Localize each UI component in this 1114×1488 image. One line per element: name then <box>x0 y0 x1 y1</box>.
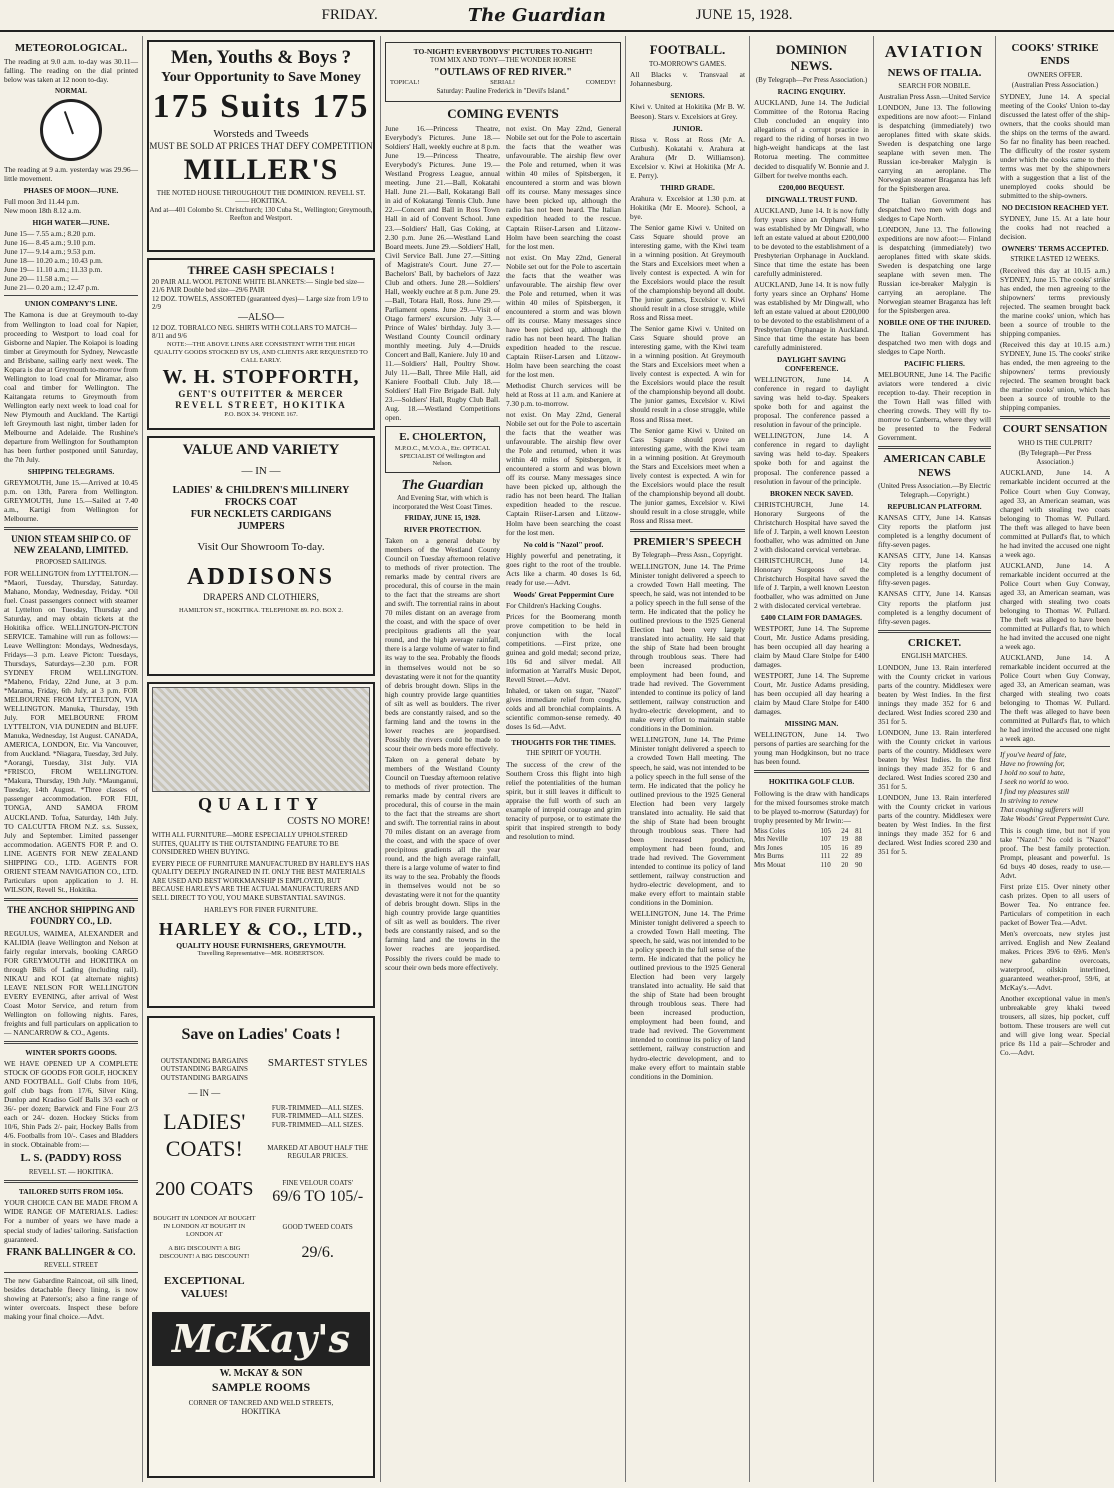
winter-text: WE HAVE OPENED UP A COMPLETE STOCK OF GOODS FOR GOLF, HOCKEY AND FOOTBALL. Golf Clubs from 10/6, golf club bags from 17/6, Silver King, Dunlop and Kradiso Golf Balls 3/3 each or 36/- per dozen; Barwick and Fine Four 2/3 each or 24/- dozen. Hockey Sticks from 10/6, Shin Pads 2/- pair, Hockey Balls from 4/6. Footballs from 10/-. Cases and Bladders in stock. Obtainable from:— <box>4 1059 138 1150</box>
ad5-bargains: OUTSTANDING BARGAINS <box>160 1065 248 1074</box>
cable-sub: (United Press Association.—By Electric Telegraph.—Copyright.) <box>878 482 991 499</box>
cholerton-text: M.P.O.C., M.V.O.A., Etc. OPTICAL SPECIALIST Of Wellington and Nelson. <box>394 444 491 468</box>
moon-title: PHASES OF MOON—JUNE. <box>23 186 119 196</box>
hw-line: June 18— 10.20 a.m.; 10.43 p.m. <box>4 256 103 266</box>
guardian-date: FRIDAY, JUNE 15, 1928. <box>404 513 481 522</box>
court-title: COURT SENSATION <box>1002 423 1108 436</box>
nobile-text: LONDON, June 13. The following expeditions are now afoot:— Finland is despatching (immediately) two aeroplanes fitted with skate skids. Sweden is despatching one large seaplane with seven men. The Russian ice-breaker Malygin is carrying an aeroplane. The Norwegian steamer Braganza has left for the Spitsbergen area. <box>878 103 991 194</box>
table-row: Mrs Neville 107 19 88 <box>754 835 863 844</box>
ad5-right <box>265 1057 370 1302</box>
ad5-discount: A BIG DISCOUNT! A BIG DISCOUNT! A BIG DISCOUNT! <box>159 1244 250 1260</box>
masthead-title: The Guardian <box>467 4 606 26</box>
ad2-line3: 12 DOZ. TOBRALCO NEG. SHIRTS WITH COLLARS TO MATCH— 8/11 and 9/6 <box>152 323 358 341</box>
owners-text: (Received this day at 10.15 a.m.) SYDNEY, June 15. The cooks' strike has ended, the men agreeing to the shipowners' terms previously rejected. The seamen brought back the marine cooks' union, which has been a source of trouble to the shipping companies. <box>1000 265 1110 339</box>
woods-head: Woods' Great Peppermint Cure <box>513 589 614 599</box>
pacific-text: MELBOURNE, June 14. The Pacific aviators were tendered a civic reception to-day. Their reception in the Town Hall was filled with cheering crowds. They will fly to-morrow to Canberra, where they will be presented to the Federal Government. <box>878 370 991 443</box>
court-text: AUCKLAND, June 14. A remarkable incident occurred at the Police Court when Guy Conway, aged 33, an American seaman, was charged with stealing two coats belonging to Thomas W. Pullard. The theft was alleged to have been committed at Pullard's flat, to which he had invited the accused one night a week ago. <box>1000 560 1110 652</box>
broken-text: CHRISTCHURCH, June 14. Honorary Surgeons of the Christchurch Hospital have saved the life of J. Tarpin, a well known Leeston footballer, who was admitted on June 2 with dislocated cervical vertebrae. <box>754 555 869 610</box>
ad5-200: 200 COATS <box>155 1177 254 1200</box>
column-meteorological <box>0 36 143 1482</box>
ad5-fur3: FUR-TRIMMED—ALL SIZES. <box>271 1120 364 1129</box>
ad5-sample: SAMPLE ROOMS <box>211 1380 311 1395</box>
ad5-left <box>152 1057 257 1302</box>
junior-title: JUNIOR. <box>672 123 703 133</box>
claim-text: WESTPORT, June 14. The Supreme Court, Mr. Justice Adams presiding, has been occupied all day hearing a claim by Maud Clare Stolpe for £400 damages. <box>754 671 869 717</box>
ross-name: L. S. (PADDY) ROSS <box>20 1152 122 1165</box>
ad1-name: MILLER'S <box>183 153 339 187</box>
ad3-line5: Visit Our Showroom To-day. <box>197 541 325 554</box>
nasal-head: No cold is "Nazol" proof. <box>523 539 604 549</box>
ballinger-addr: REVELL STREET <box>44 1260 98 1269</box>
football-intro: All Blacks v. Transvaal at Johannesburg. <box>630 70 745 89</box>
column-advertisements <box>143 36 381 1482</box>
ad1-line3: THE NOTED HOUSE THROUGHOUT THE DOMINION. REVELL ST. —— HOKITIKA. <box>156 188 366 206</box>
ad4-rep: Travelling Representative—MR. ROBERTSON. <box>197 950 325 958</box>
usc-text: FOR WELLINGTON from LYTTELTON.— *Maori, Tuesday, Thursday, Saturday. Mahano, Monday, Wednesday, Friday. *Oil fuel. Coast passengers connect with steamer at Lyttelton on Tuesday, Thursday and Saturday, and may obtain tickets at the Hokitika office. WELLINGTON-PICTON SERVICE. Tamahine will run as follows:— Leave Wellington: Mondays, Wednesdays, Fridays—3 p.m. Leave Picton: Tuesdays, Thursdays, Saturdays—2.30 p.m. FOR SYDNEY FROM WELLINGTON. *Maheno, Friday, 22nd June, at 3 p.m. *Marama, Friday, 6th July, at 3 p.m. FOR MELBOURNE FROM LYTTELTON, VIA WELLINGTON. Manuka, Thursday, 19th July. FOR MELBOURNE FROM LYTTELTON, VIA DUNEDIN and BLUFF. Manuka, Wednesday, 1st August. CANADA, AMERICA, LONDON, Etc. Via Vancouver, from Auckland. *Niagara, Tuesday, 3rd July. *Aorangi, Tuesday, 31st July. VIA *FRISCO, FROM WELLINGTON. *Makura, Thursday, 19th July. *Maunganui, Tuesday, 14th August. *Three classes of passenger accommodation. FOR FIJI, TONGA, AND SAMOA FROM AUCKLAND. Tofua, Saturday, 14th July. TO CALCUTTA FROM N.Z. s.s. Sussex, July and September. Limited passenger accommodation. AGENTS FOR P. and O. LINE. AGENTS FOR NEW ZEALAND SHIPPING CO., LTD. AGENTS FOR ORIENT STEAM NAVIGATION CO., LTD. Particulars upon application to J. H. WILSON, Revell St., Hokitika. <box>4 568 138 894</box>
nasal-text: Highly powerful and penetrating, it goes right to the root of the trouble. Acts like a charm. 40 doses 1s 6d, ready for use.—Advt. <box>506 550 621 587</box>
third-title: THIRD GRADE. <box>660 182 715 192</box>
racing-text: AUCKLAND, June 14. The Judicial Committee of the Rotorua Racing Club concluded an enquiry into allegations of a corrupt practice in regard to the riding of horses in two high-weight handicaps at the last Rotorua meeting. The committee decided to disqualify W. Bonnie and J. Gilbert for twelve months each. <box>754 98 869 180</box>
cricket-text: LONDON, June 13. Rain interfered with the County cricket in various parts of the country. Middlesex were beaten by West Indies. In the first innings they made 352 for 6 and declared. West Indies scored 230 and 351 for 5. <box>878 727 991 791</box>
ad5-smartest: SMARTEST STYLES <box>267 1056 368 1069</box>
poem-line: Have no frowning for, <box>1000 759 1065 769</box>
broken-text: CHRISTCHURCH, June 14. Honorary Surgeons of the Christchurch Hospital have saved the life of J. Tarpin, a well known Leeston footballer, who was admitted on June 2 with dislocated cervical vertebrae. <box>754 499 869 554</box>
comedy-label: COMEDY! <box>585 78 616 86</box>
owners-title: OWNERS' TERMS ACCEPTED. <box>1001 244 1109 254</box>
daylight-text: WELLINGTON, June 14. A conference in regard to daylight saving was held to-day. Speakers spoke both for and against the proposal. The conference passed a resolution in favour of the principle. <box>754 375 869 430</box>
cinema-text: not exist. On May 22nd, General Nobile set out for the Pole to ascertain the facts that the weather was unfavourable. The airship flew over the Pole and returned, when it was within 40 miles of Spitsbergen, it encountered a storm and was blown off its course. Many messages since have been picked up, although the radio has not been heard. The Italian expedition headed to the rescue. Captain Riiser-Larsen and Lützow-Holm have been searching the coast for the lost men. <box>506 252 621 380</box>
ad3-line3: FUR NECKLETS CARDIGANS <box>190 509 332 521</box>
golf-text: Following is the draw with handicaps for the mixed foursomes stroke match to be played to-morrow (Saturday) for trophy presented by Mr Irwin:— <box>754 788 869 825</box>
serial-label: SERIAL! <box>490 78 516 86</box>
republican-text: KANSAS CITY, June 14. Kansas City reports the platform just completed is a lengthy document of fifty-seven pages. <box>878 551 991 588</box>
guardian-sub: And Evening Star, with which is incorporated the West Coast Times. <box>392 494 493 511</box>
no-decision-text: SYDNEY, June 15. At a late hour the cooks had not reached a decision. <box>1000 214 1110 242</box>
prices-text: Prices for the Boomerang month prove competition to be held in conjunction with the local competitions. —First prize, one guinea and gold medal; second prize, 10s 6d and silver medal. All information at Yarrall's Music Depot, Revell Street.—Advt. <box>506 611 621 685</box>
ad3-trade: DRAPERS AND CLOTHIERS, <box>203 592 319 603</box>
river-text: Taken on a general debate by members of the Westland County Council on Tuesday afternoon relative to methods of river protection. The remarks made by central rivers are procedural, this of course in the main to the fact that the streams are short and swift. The torrential rains in about 70 miles distant on an average from the coast, and with the space of over precipitous gradients all the year round, and the high average rainfall, there is a large volume of water to find its way to the sea. Probably the floods in themselves would not be so devastating were it not for the quantity of debris brought down. Slips in the high country provide large quantities of silt as well as boulders. The river beds are constantly raised, and so the farming land and the towns in the lower reaches are jeopardised. Possibly the rivers could be made to scour their own beds more effectively. <box>385 536 500 753</box>
mckay-ad <box>147 1016 375 1478</box>
aviation-title: AVIATION <box>884 42 985 61</box>
ad4-trade: QUALITY HOUSE FURNISHERS, GREYMOUTH. <box>176 940 346 950</box>
winter-title: WINTER SPORTS GOODS. <box>25 1048 117 1058</box>
ad5-wm: W. McKAY & SON <box>219 1367 303 1379</box>
racing-title: RACING ENQUIRY. <box>777 87 846 97</box>
dingwall-text: AUCKLAND, June 14. It is now fully forty years since an Orphans' Home was established by Mr Dingwall, who left an estate valued at about £200,000 to be devoted to the establishment of a Presbyterian Orphanage in Auckland. Since that time the estate has been carefully administered. <box>754 279 869 353</box>
poem-line: Take Woods' Great Peppermint Cure. <box>1000 813 1110 823</box>
thoughts-title: THOUGHTS FOR THE TIMES. <box>511 738 616 748</box>
ad4-name: HARLEY & CO., LTD., <box>158 918 364 939</box>
owners-text: (Received this day at 10.15 a.m.) SYDNEY, June 15. The cooks' strike has ended, the men agreeing to the shipowners' terms previously rejected. The seamen brought back the marine cooks' union, which has been a source of trouble to the shipping companies. <box>1000 340 1110 413</box>
cinema-text: not exist. On May 22nd, General Nobile set out for the Pole to ascertain the facts that the weather was unfavourable. The airship flew over the Pole and returned, when it was within 40 miles of Spitsbergen, it encountered a storm and was blown off its course. Many messages since have been picked up, although the radio has not been heard. The Italian expedition headed to the rescue. Captain Riiser-Larsen and Lützow-Holm have been searching the coast for the lost men. <box>506 124 621 251</box>
table-row: Mrs Mouat 110 20 90 <box>754 860 863 869</box>
ad3-line1: LADIES' & CHILDREN'S MILLINERY <box>172 484 350 496</box>
republican-text: KANSAS CITY, June 14. Kansas City reports the platform just completed is a lengthy document of fifty-seven pages. <box>878 513 991 550</box>
barometer-dial-icon <box>40 99 102 161</box>
football-text: The Senior game Kiwi v. United on Cass Square should prove an interesting game, with the Kiwi team in a winning position. At Greymouth the Stars and Excelsiors meet when a lively contest is expected. A win for the Excelsiors would place the result of the championship beyond all doubt. The junior games, Excelsior v. Kiwi should result in a close struggle, while Ross and Rissa meet. <box>630 222 745 323</box>
hw-line: June 16— 8.45 a.m.; 9.10 p.m. <box>4 238 96 248</box>
claim-text: WESTPORT, June 14. The Supreme Court, Mr. Justice Adams presiding, has been occupied all day hearing a claim by Maud Clare Stolpe for £400 damages. <box>754 624 869 670</box>
ad1-line1: Worsteds and Tweeds <box>213 127 309 140</box>
dingwall-title: DINGWALL TRUST FUND. <box>765 194 858 204</box>
guardian-title: The Guardian <box>401 478 484 494</box>
moon-line-2: New moon 18th 8.12 a.m. <box>4 206 81 216</box>
column-events-and-editorial <box>381 36 626 1482</box>
pictures-sat: Saturday: Pauline Frederick in "Devil's Island." <box>436 86 570 95</box>
ad5-bought: BOUGHT IN LONDON AT BOUGHT IN LONDON AT BOUGHT IN LONDON AT <box>153 1215 256 1238</box>
ad2-also: —ALSO— <box>237 311 285 323</box>
moon-line-1: Full moon 3rd 11.44 p.m. <box>4 197 80 207</box>
premier-sub: By Telegraph—Press Assn., Copyright. <box>632 551 743 560</box>
cricket-text: LONDON, June 13. Rain interfered with the County cricket in various parts of the country. Middlesex were beaten by West Indies. In the first innings they made 352 for 6 and declared. West Indies scored 230 and 351 for 5. <box>878 662 991 726</box>
column-dominion-news <box>750 36 874 1482</box>
ad5-in: — IN — <box>188 1088 221 1099</box>
paris-text: The Italian Government has despatched two men with dogs and sledges to Cape North. <box>878 328 991 357</box>
third-text: Arahura v. Excelsior at 1.30 p.m. at Hokitika (Mr E. Moore). School, a bye. <box>630 193 745 221</box>
poem-line: I seek no world to woo. <box>1000 777 1069 787</box>
football-text: The Senior game Kiwi v. United on Cass Square should prove an interesting game, with the Kiwi team in a winning position. At Greymouth the Stars and Excelsiors meet when a lively contest is expected. A win for the Excelsiors would place the result of the championship beyond all doubt. The junior games, Excelsior v. Kiwi should result in a close struggle, while Ross and Rissa meet. <box>630 324 745 424</box>
ad4-text2: EVERY PIECE OF FURNITURE MANUFACTURED BY HARLEY'S HAS QUALITY DEEPLY INGRAINED IN IT. ONLY THE BEST MATERIALS ARE USED AND BEST WORKMANSHIP IS EMPLOYED, BUT BECAUSE HARLEY'S ARE THE ACTUAL MANUFACTURERS AND SELL DIRECT TO YOU, YOU MAKE SUBSTANTIAL SAVINGS. <box>152 859 370 902</box>
poem <box>1000 750 1110 822</box>
republican-text: KANSAS CITY, June 14. Kansas City reports the platform just completed is a lengthy document of fifty-seven pages. <box>878 589 991 626</box>
harley-ad <box>147 682 375 1008</box>
table-row: Mrs Jones 105 16 89 <box>754 843 863 852</box>
premier-text: WELLINGTON, June 14. The Prime Minister tonight delivered a speech to a crowded Town Hall meeting. The speech, he said, was not intended to be a policy speech in the full sense of the term. He indicated that the policy he outlined previous to the 1925 General Election had been very largely translated into actuality. He said that the ship of State had been brought through troublous seas. There had been increased production, employment had been found, and trade had revived. The Government intended to continue its policy of land settlement, railway construction and hydro-electric development, and to make every effort to maintain stable conditions in the Dominion. <box>630 561 745 734</box>
seniors-title: SENIORS. <box>670 91 705 101</box>
ad5-fur2: FUR-TRIMMED—ALL SIZES. <box>271 1112 364 1121</box>
shipping-text: GREYMOUTH, June 15.—Arrived at 10.45 p.m. on 13th, Parera from Wellington. GREYMOUTH, June 15.—Sailed at 7.40 a.m., Kartigi from Wellington for Melbourne. <box>4 478 138 524</box>
golf-title: HOKITIKA GOLF CLUB. <box>768 777 855 787</box>
ad5-fur1: FUR-TRIMMED—ALL SIZES. <box>271 1103 364 1112</box>
ballinger-text: YOUR CHOICE CAN BE MADE FROM A WIDE RANGE OF MATERIALS. Ladies: For a number of years we have made a special study of ladies' tailoring. Satisfaction guaranteed. <box>4 1198 138 1244</box>
ad5-good: GOOD TWEED COATS <box>282 1222 353 1231</box>
dial-label: NORMAL <box>55 86 87 95</box>
nobile-text: LONDON, June 13. The following expeditions are now afoot:— Finland is despatching (immediately) two aeroplanes fitted with skate skids. Sweden is despatching one large seaplane with seven men. The Russian ice-breaker Malygin is carrying an aeroplane. The Norwegian steamer Braganza has left for the Spitsbergen area. <box>878 224 991 315</box>
cricket-title: CRICKET. <box>907 636 962 649</box>
anchor-text: REGULUS, WAIMEA, ALEXANDER and KALIDIA (leave Wellington and Nelson at fairly regular intervals, booking CARGO FOR GREYMOUTH and HOKITIKA on through Bills of Lading (including rail). NIKAU and KOI (at alternate nights) LEAVE NELSON FOR WELLINGTON EVERY EVENING, after arrival of West Coast Motor Service, and return from Wellington on following nights. Fares, freights and full particulars on application to— NANCARROW & CO., Agents. <box>4 928 138 1038</box>
ad1-big: 175 Suits 175 <box>152 88 370 126</box>
mens-text: Men's overcoats, new styles just arrived. English and New Zealand makes. Prices 39/6 to 69/6. Men's new gabardine overcoats, waterproof, oilskin interlined, guaranteed weather-proof, 59/6, at McKay's.—Advt. <box>1000 928 1110 993</box>
ad2-note: NOTE:—THE ABOVE LINES ARE CONSISTENT WITH THE HIGH QUALITY GOODS STOCKED BY US, AND CLIENTS ARE REQUESTED TO CALL EARLY. <box>154 341 368 364</box>
ad4-costs: COSTS NO MORE! <box>287 815 370 827</box>
ad3-line4: JUMPERS <box>237 521 285 533</box>
owners-sub: STRIKE LASTED 12 WEEKS. <box>1010 255 1100 264</box>
first-prize-text: First prize £15. Over ninety other cash prizes. Open to all users of Bower Tea. No entrance fee. Particulars of competition in each packet of Bower Tea.—Advt. <box>1000 881 1110 927</box>
dial-hand <box>64 111 74 134</box>
masthead <box>0 0 1114 32</box>
ad2-addr: REVELL STREET, HOKITIKA <box>175 400 347 411</box>
ad5-price: 69/6 TO 105/- <box>272 1188 364 1206</box>
press-line: Australian Press Assn.—United Service <box>878 92 991 101</box>
premier-text: WELLINGTON, June 14. The Prime Minister tonight delivered a speech to a crowded Town Hall meeting. The speech, he said, was not intended to be a policy speech in the full sense of the term. He indicated that the policy he outlined previous to the 1925 General Election had been very largely translated into actuality. He said that the ship of State had been brought through troublous seas. There had been increased production, employment had been found, and trade had revived. The Government intended to continue its policy of land settlement, railway construction and hydro-electric development, and to make every effort to maintain stable conditions in the Dominion. <box>630 735 745 907</box>
meteo-text: The reading at 9.0 a.m. to-day was 30.11—falling. The reading on the dial printed below was taken at 12 noon to-day. <box>4 57 138 85</box>
golf-table <box>754 827 869 870</box>
ad5-name: McKay's <box>152 1312 370 1366</box>
couple-illustration-icon <box>152 687 370 792</box>
football-text: The Senior game Kiwi v. United on Cass Square should prove an interesting game, with the Kiwi team in a winning position. At Greymouth the Stars and Excelsiors meet when a lively contest is expected. A win for the Excelsiors would place the result of the championship beyond all doubt. The junior games, Excelsior v. Kiwi should result in a close struggle, while Ross and Rissa meet. <box>630 425 745 525</box>
ad4-text1: WITH ALL FURNITURE—MORE ESPECIALLY UPHOLSTERED SUITES, QUALITY IS THE OUTSTANDING FEATURE TO BE CONSIDERED WHEN BUYING. <box>152 831 348 857</box>
court-press: (By Telegraph—Per Press Association.) <box>1018 449 1092 466</box>
millers-ad <box>147 40 375 252</box>
union-text: The Kamona is due at Greymouth to-day from Wellington to load coal for Napier, proceeding to Westport to load coal for Gisborne and Napier. The Koiapoi is loading timber at Greymouth for Sydney, Newcastle and Brisbane, sailing early next week. The Kopara is due at Greymouth to-morrow from Wellington to load coal for Miramar, also coal and timber for Wellington. The Kaitangata returns to Greymouth from Wellington early next week to load coal for New Plymouth and Auckland. The Kartigi left Greymouth last night, timber laden for Melbourne and Adelaide. The Rushine's departure from Wellington for Southampton has been further postponed until Saturday, the 7th July. <box>4 310 138 464</box>
usc-title: UNION STEAM SHIP CO. OF NEW ZEALAND, LIMITED. <box>11 534 131 556</box>
ad1-head: Men, Youths & Boys ? <box>170 47 352 68</box>
cricket-sub: ENGLISH MATCHES. <box>901 652 968 661</box>
poem-line: That coughing sufferers will <box>1000 804 1084 814</box>
column-football <box>626 36 750 1482</box>
ad3-head: VALUE AND VARIETY <box>182 442 340 458</box>
masthead-date: JUNE 15, 1928. <box>695 6 793 23</box>
cheese-text: Methodist Church services will be held at Ross at 11 a.m. and Kaniere at 7.30 p.m. to-morrow. <box>506 381 621 409</box>
ad3-addr: HAMILTON ST., HOKITIKA. TELEPHONE 89. P.O. BOX 2. <box>178 607 344 615</box>
strike-text: SYDNEY, June 14. A special meeting of the Cooks' Union to-day discussed the latest offer of the ship-owners, that the cooks should man the ships on the terms of the award. So far no finality has been reached. The difficulty of the roster system under which the cooks came to their terms was met by the shipowners with a suggestion that a list of the unemployed cooks should be submitted to the ship-owners. <box>1000 91 1110 201</box>
meteo-text2: The reading at 9 a.m. yesterday was 29.96—little movement. <box>4 165 138 184</box>
strike-press: (Australian Press Association.) <box>1011 81 1099 90</box>
junior-text: Rissa v. Ross at Ross (Mr A. Cutbush). Kokatahi v. Arahura at Arahura (Mr D. Williamson). Excelsior v. Kiwi at Hokitika (Mr A. E. Perry). <box>630 134 745 180</box>
premier-title: PREMIER'S SPEECH <box>633 535 742 548</box>
republican-title: REPUBLICAN PLATFORM. <box>887 502 982 512</box>
ad5-town: HOKITIKA <box>241 1407 281 1417</box>
ross-addr: REVELL ST. — HOKITIKA. <box>28 1167 114 1176</box>
pictures-ad <box>385 42 621 102</box>
ad3-name: ADDISONS <box>186 563 336 590</box>
gabardine-text: The new Gabardine Raincoat, oil silk lined, besides detachable fleecy lining, is now showing at Paterson's; also a fine range of winter overcoats. Inspect these before making your final choice.—Advt. <box>4 1276 138 1322</box>
thoughts-sub: THE SPIRIT OF YOUTH. <box>525 749 602 758</box>
inhaled-text: Inhaled, or taken on sugar, "Nazol" gives immediate relief from coughs, colds and all bronchial complaints. A scientific common-sense remedy. 40 doses 1s 6d.—Advt. <box>506 686 621 732</box>
paris-text: The Italian Government has despatched two men with dogs and sledges to Cape North. <box>878 195 991 223</box>
hw-line: June 17— 9.14 a.m.; 9.53 p.m. <box>4 247 96 257</box>
hw-line: June 15— 7.55 a.m.; 8.20 p.m. <box>4 229 96 239</box>
ad1-sub: Your Opportunity to Save Money <box>161 70 361 86</box>
cricket-text: LONDON, June 13. Rain interfered with the County cricket in various parts of the country. Middlesex were beaten by West Indies. In the first innings they made 352 for 6 and declared. West Indies scored 230 and 351 for 5. <box>878 792 991 857</box>
ad5-exceptional: EXCEPTIONAL VALUES! <box>163 1274 245 1301</box>
ad2-line1: 20 PAIR ALL WOOL PETONE WHITE BLANKETS:— Single bed size—21/6 PAIR Double bed size—29/6 PAIR <box>152 277 365 295</box>
events-title: COMING EVENTS <box>447 106 559 122</box>
ad5-bargains: OUTSTANDING BARGAINS <box>160 1073 248 1082</box>
strike-sub: OWNERS OFFER. <box>1027 70 1083 79</box>
hw-line: June 21— 0.20 a.m.; 12.47 p.m. <box>4 283 100 293</box>
nobile-injured-title: NOBILE ONE OF THE INJURED. <box>878 317 991 327</box>
cholerton-name: E. CHOLERTON, <box>399 431 486 444</box>
italia-title: NEWS OF ITALIA. <box>887 66 982 79</box>
column-strike <box>996 36 1114 1482</box>
hw-line: June 20— 11.58 a.m.; — <box>4 274 79 284</box>
dominion-title: DOMINION NEWS. <box>776 42 847 73</box>
poem-line: I hold no soul to hate, <box>1000 768 1065 778</box>
poem-line: If you've heard of fate, <box>1000 750 1067 760</box>
woods-text: For Children's Hacking Coughs. <box>506 600 602 610</box>
river-text: Taken on a general debate by members of the Westland County Council on Tuesday afternoon relative to methods of river protection. The remarks made by central rivers are procedural, this of course in the main to the fact that the streams are short and swift. The torrential rains in about 70 miles distant on an average from the coast, and with the space of over precipitous gradients all the year round, and the high average rainfall, there is a large volume of water to find its way to the sea. Probably the floods in themselves would not be so devastating were it not for the quantity of debris brought down. Slips in the high country provide large quantities of silt as well as boulders. The river beds are constantly raised, and so the farming land and the towns in the lower reaches are jeopardised. Possibly the rivers could be made to scour their own beds more effectively. <box>385 754 500 972</box>
football-title: FOOTBALL. <box>649 42 726 57</box>
court-text: AUCKLAND, June 14. A remarkable incident occurred at the Police Court when Guy Conway, aged 33, an American seaman, was charged with stealing two coats belonging to Thomas W. Pullard. The theft was alleged to have been committed at Pullard's flat, to which he had invited the accused one night a week ago. <box>1000 468 1110 559</box>
claim-title: £400 CLAIM FOR DAMAGES. <box>760 612 862 622</box>
pictures-film: "OUTLAWS OF RED RIVER." <box>434 66 572 78</box>
shipping-title: SHIPPING TELEGRAMS. <box>27 467 115 476</box>
ad5-bargains: OUTSTANDING BARGAINS <box>160 1056 248 1065</box>
another-text: Another exceptional value in men's unbreakable grey khaki tweed trousers, all sizes, hip pocket, cuff bottom. These trousers are well cut and will give long wear. Special price 8s 11d a pair—Schroder and Co.—Advt. <box>1000 994 1110 1058</box>
ad5-corner: CORNER OF TANCRED AND WELD STREETS, <box>188 1398 334 1407</box>
ad2-line2: 12 DOZ. TOWELS, ASSORTED (guaranteed dyes)— Large size from 1/9 to 2/9 <box>152 294 369 312</box>
hw-line: June 19— 11.10 a.m.; 11.33 p.m. <box>4 265 103 275</box>
river-title: RIVER PROTECTION. <box>403 525 482 535</box>
pictures-head: TO-NIGHT! EVERYBODYS' PICTURES TO-NIGHT! <box>413 47 593 56</box>
cholerton-ad <box>385 426 500 473</box>
pictures-sub: TOM MIX AND TONY—THE WONDER HORSE <box>430 56 576 65</box>
masthead-day: FRIDAY. <box>321 6 378 23</box>
court-text: AUCKLAND, June 14. A remarkable incident occurred at the Police Court when Guy Conway, aged 33, an American seaman, was charged with stealing two coats belonging to Thomas W. Pullard. The theft was alleged to have been committed at Pullard's flat, to which he had invited the accused one night a week ago. <box>1000 653 1110 744</box>
cable-title: AMERICAN CABLE NEWS <box>883 453 986 479</box>
ad2-phone: P.O. BOX 34. 'PHONE 167. <box>224 411 298 419</box>
usc-sub: PROPOSED SAILINGS. <box>35 558 107 567</box>
ad5-ladies: LADIES' COATS! <box>163 1109 246 1161</box>
court-sub: WHO IS THE CULPRIT? <box>1018 438 1092 447</box>
union-title: UNION COMPANY'S LINE. <box>24 299 118 309</box>
no-decision: NO DECISION REACHED YET. <box>1001 203 1109 213</box>
meteo-title: METEOROLOGICAL. <box>14 42 128 54</box>
table-row: Mrs Burns 111 22 89 <box>754 852 863 861</box>
ballinger-name: FRANK BALLINGER & CO. <box>6 1246 136 1258</box>
ad5-fine: FINE VELOUR COATS' <box>282 1178 354 1187</box>
dingwall-text: AUCKLAND, June 14. It is now fully forty years since an Orphans' Home was established by Mr Dingwall, who left an estate valued at about £200,000 to be devoted to the establishment of a Presbyterian Orphanage in Auckland. Since that time the estate has been carefully administered. <box>754 205 869 278</box>
daylight-title: DAYLIGHT SAVING CONFERENCE. <box>776 355 847 374</box>
topical-label: TOPICAL! <box>390 78 420 86</box>
sand-text: This is cough time, but not if you take "Nazol." No cold is "Nazol" proof. The best family protection. Prompt, pleasant and powerful. 1s 6d buys 40 doses, ready to use.—Advt. <box>1000 825 1110 880</box>
cinema-text: not exist. On May 22nd, General Nobile set out for the Pole to ascertain the facts that the weather was unfavourable. The airship flew over the Pole and returned, when it was within 40 miles of Spitsbergen, it encountered a storm and was blown off its course. Many messages since have been picked up, although the radio has not been heard. The Italian expedition headed to the rescue. Captain Riiser-Larsen and Lützow-Holm have been searching the coast for the lost men. <box>506 410 621 537</box>
ad5-marked: MARKED AT ABOUT HALF THE REGULAR PRICES. <box>267 1143 369 1161</box>
ad2-head: THREE CASH SPECIALS ! <box>187 263 335 277</box>
pictures-row <box>390 79 616 87</box>
daylight-text: WELLINGTON, June 14. A conference in regard to daylight saving was held to-day. Speakers spoke both for and against the proposal. The conference passed a resolution in favour of the principle. <box>754 431 869 486</box>
pacific-title: PACIFIC FLIERS. <box>904 359 965 369</box>
table-row: Miss Coles 105 24 81 <box>754 826 863 835</box>
high-water-title: HIGH WATER—JUNE. <box>32 218 110 228</box>
thoughts-text: The success of the crew of the Southern Cross this flight into high relief the potentialities of the human spirit, but it still leaves it difficult to appraise the full worth of such an example of intrepid courage and grim tenacity of purpose, or to estimate the spirit that inspired strength to body and resolution to mind. <box>506 759 621 842</box>
ad1-line4: And at—401 Colombo St. Christchurch; 130 Cuba St., Wellington; Greymouth, Reefton and Westport. <box>149 205 373 223</box>
ad5-head: Save on Ladies' Coats ! <box>181 1026 341 1043</box>
events-text: June 16.—Princess Theatre, Everybody's Pictures. June 18.—Soldiers' Hall, weekly euchre at 8 p.m. June 19.—Princess Theatre, Everybody's Pictures. June 19.—Westland Progress League, annual meeting. June 21.—Ball, Kokatahi Hall. June 21.—Ball, Kokatangi Ball in aid of Kokatangi Tennis Club. June 22.—Concert and Ball in Ross Town Hall in aid of Convent School. June 23.—Soldiers' Hall, Gas Coking, at 2.30 p.m. June 26.—Westland Land Board meets. June 29.—Soldiers' Hall, Civil Service Ball. June 27.—Sitting of Magistrate's Court. June 27.—Bachelors' Ball, by bachelors of Jazz Club and others. June 28.—Soldiers' Hall, weekly euchre at 8 p.m. June 29.—Ball, Totara Hall, Ross. June 29.—Parliament opens. June 29.—Visit of Otago farmers' excursion. July 3.—Prince of Wales' birthday. July 3.—Westland County Council ordinary monthly meeting. July 4.—Druids Concert and Ball, Kaniere. July 10 and 11.—Soldiers' Hall, Poultry Show. July 11.—Ball, Three Mile Hall, aid Kaniere Football Club. July 18.—Soldiers' Hall Fire Brigade Ball. July 23.—Soldiers' Hall, Rugby Club Ball. Aug. 18.—Westland Competitions open. <box>385 124 500 423</box>
strike-title: COOKS' STRIKE ENDS <box>1011 42 1099 68</box>
ad2-name: W. H. STOPFORTH, <box>162 365 360 388</box>
ad4-tag: HARLEY'S FOR FINER FURNITURE. <box>204 906 318 915</box>
missing-title: MISSING MAN. <box>784 719 839 729</box>
ad3-in: — IN — <box>241 465 281 478</box>
premier-text: WELLINGTON, June 14. The Prime Minister tonight delivered a speech to a crowded Town Hall meeting. The speech, he said, was not intended to be a policy speech in the full sense of the term. He indicated that the policy he outlined previous to the 1925 General Election had been very largely translated into actuality. He said that the ship of State had been brought through troublous seas. There had been increased production, employment had been found, and trade had revived. The Government intended to continue its policy of land settlement, railway construction and hydro-electric development, and to make every effort to maintain stable conditions in the Dominion. <box>630 909 745 1081</box>
seniors-text: Kiwi v. United at Hokitika (Mr B. W. Beeson). Stars v. Excelsiors at Grey. <box>630 102 745 121</box>
bequest-title: £200,000 BEQUEST. <box>778 182 845 192</box>
poem-line: I find my pleasures still <box>1000 786 1070 796</box>
broken-title: BROKEN NECK SAVED. <box>769 488 854 498</box>
anchor-title: THE ANCHOR SHIPPING AND FOUNDRY CO., LD. <box>7 904 135 926</box>
ad1-line2: MUST BE SOLD AT PRICES THAT DEFY COMPETITION <box>149 141 373 152</box>
addisons-ad <box>147 436 375 676</box>
ad4-quality: QUALITY <box>197 794 324 814</box>
football-sub: TO-MORROW'S GAMES. <box>649 59 726 68</box>
dominion-sub: (By Telegraph—Per Press Association.) <box>755 75 868 84</box>
missing-text: WELLINGTON, June 14. Two persons of parties are searching for the young man Hodgkinson, but no trace has been found. <box>754 730 869 767</box>
poem-line: In striving to renew <box>1000 795 1058 805</box>
ad3-line2: FROCKS COAT <box>224 496 298 508</box>
tailored-title: TAILORED SUITS FROM 105s. <box>18 1187 124 1197</box>
nobile-sub: SEARCH FOR NOBILE. <box>898 82 971 91</box>
ad2-trade: GENT'S OUTFITTER & MERCER <box>178 389 344 400</box>
column-aviation <box>874 36 996 1482</box>
ad5-296: 29/6. <box>301 1244 334 1262</box>
stopforth-ad <box>147 258 375 430</box>
